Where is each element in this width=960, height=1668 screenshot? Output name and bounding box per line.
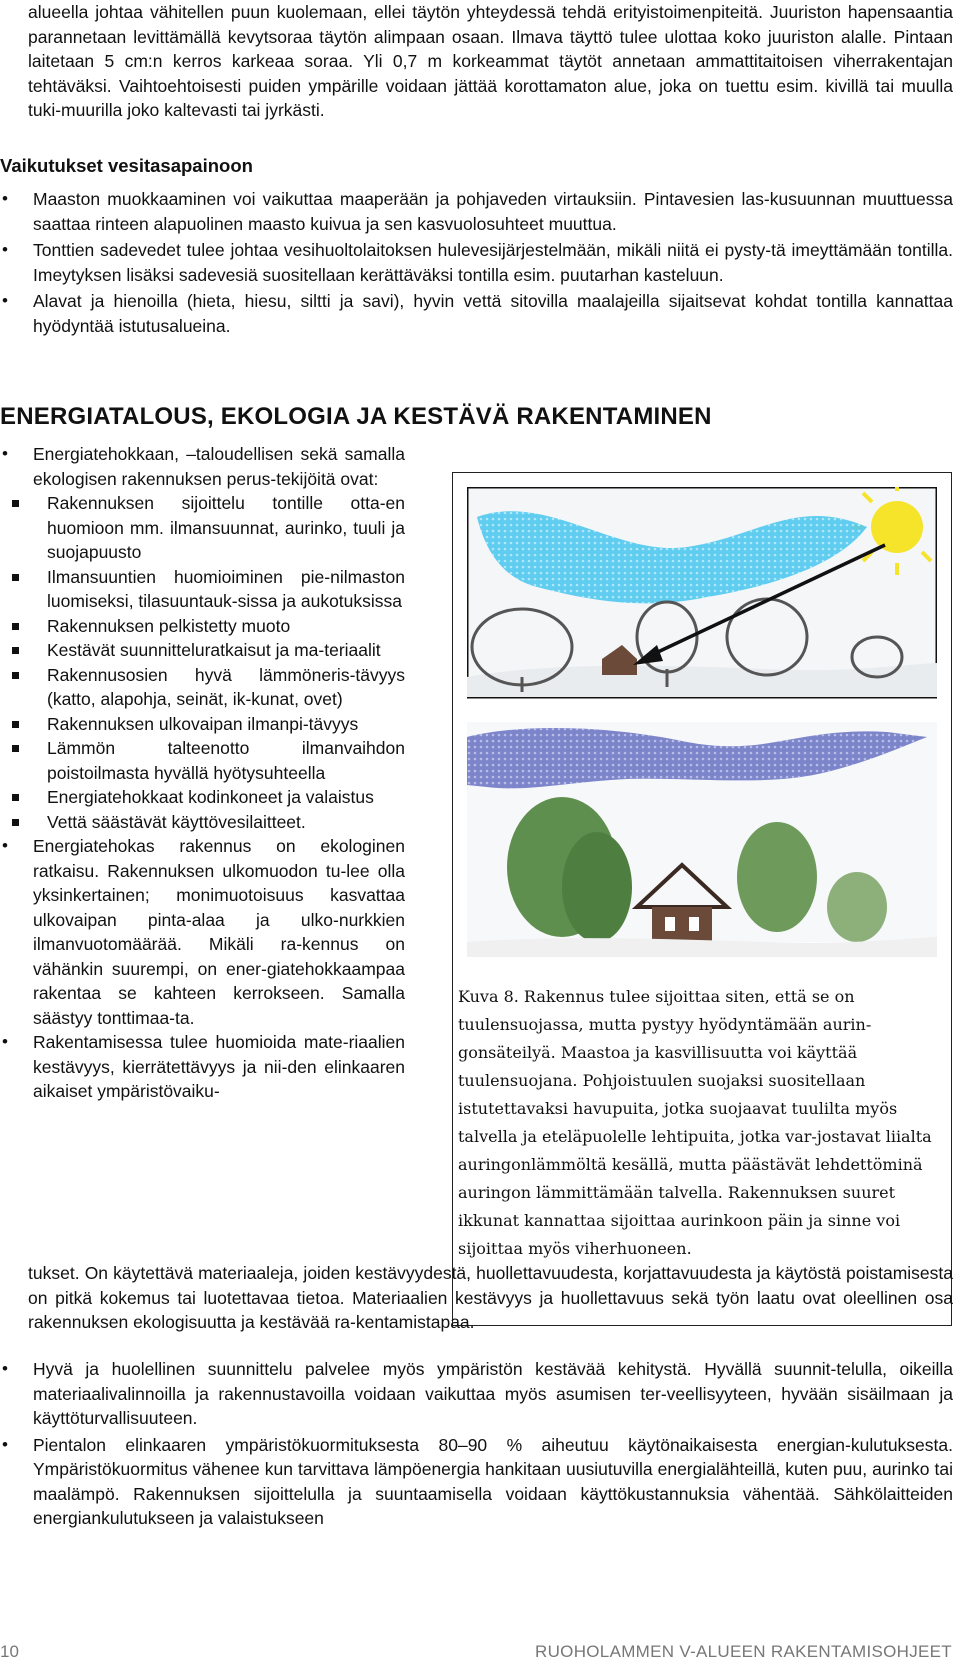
list-item [0, 442, 405, 834]
winter-panel [467, 722, 937, 957]
wind-sun-illustration [467, 487, 937, 977]
sublist-item: Energiatehokkaat kodinkoneet ja valaistus [0, 785, 405, 810]
figure-caption: Kuva 8. Rakennus tulee sijoittaa siten, että se on tuulensuojassa, mutta pystyy hyödyntämään aurin-gonsäteilyä. Maastoa ja kasvillisuutta voi käyttää tuulensuojana. Pohjoistuulen suojaksi suositellaan istutettavaksi havupuita, jotka suojaavat tuulilta myös talvella ja eteläpuolelle lehtipuita, jotka var-jostavat liialta auringonlämmöltä kesällä, mutta päästävät lehdettöminä auringon lämmittämään talvella. Rakennuksen suuret ikkunat kannattaa sijoittaa aurinkoon päin ja sinne voi sijoittaa myös viherhuoneen. [458, 987, 932, 1258]
energy-list-left [0, 442, 405, 1104]
sublist-item: Rakennuksen ulkovaipan ilmanpi-tävyys [0, 712, 405, 737]
sublist-item: Lämmön talteenotto ilmanvaihdon poistoilmasta hyvällä hyötysuhteella [0, 736, 405, 785]
list-item: • Alavat ja hienoilla (hieta, hiesu, siltti ja savi), hyvin vettä sitovilla maalajeilla sijaitsevat kohdat tontilla kannattaa hyödyntää istutusalueina. [0, 289, 953, 338]
list-item: • Rakentamisessa tulee huomioida mate-riaalien kestävyys, kierrätettävyys ja nii-den elinkaaren aikaiset ympäristövaiku- [0, 1030, 405, 1104]
page-number: 10 [0, 1642, 19, 1661]
energy-item3-continuation: tukset. On käytettävä materiaaleja, joiden kestävyydestä, huollettavuudesta, korjattavuudesta ja käytöstä poistamisesta on pitkä kokemus tai luotettavaa tietoa. Materiaalien kestävyys ja huollettavuus sekä työn laatu ovat oleellinen osa rakennuksen ekologisuutta ja kestävää ra-kentamistapaa. [28, 1263, 953, 1332]
section-heading-energy: ENERGIATALOUS, EKOLOGIA JA KESTÄVÄ RAKENTAMINEN [0, 403, 712, 430]
summer-panel [467, 487, 937, 697]
sublist-item: Rakennuksen sijoittelu tontille otta-en huomioon mm. ilmansuunnat, aurinko, tuuli ja suojapuusto [0, 491, 405, 565]
sublist-item: Rakennuksen pelkistetty muoto [0, 614, 405, 639]
intro-paragraph: alueella johtaa vähitellen puun kuolemaan, ellei täytön yhteydessä tehdä erityistoimenpiteitä. Juuriston hapensaantia parannetaan levittämällä kevytsoraa täytön alimpaan osaan. Ilmava täyttö tulee ulottaa koko juuriston alalle. Pintaan laitetaan 5 cm:n kerros karkeaa soraa. Yli 0,7 m korkeammat täytöt annetaan ammattitaitoisen viherrakentajan tehtäväksi. Vaihtoehtoisesti puiden ympärille voidaan jättää korottamaton alue, joka on tuettu esim. kivillä tai muulla tuki-muurilla joko kaltevasti tai jyrkästi. [28, 2, 953, 120]
energy-sublist [0, 491, 405, 834]
list-item: • Maaston muokkaaminen voi vaikuttaa maaperään ja pohjaveden virtauksiin. Pintavesien las-kusuunnan muuttuessa saattaa rinteen alapuolinen maasto kuivua ja sen kasvuolosuhteet muuttua. [0, 187, 953, 236]
list-item: • Tonttien sadevedet tulee johtaa vesihuoltolaitoksen hulevesijärjestelmään, mikäli niitä ei pysty-tä imeyttämään tontilla. Imeytyksen lisäksi sadevesiä suositellaan kerättäväksi tontilla esim. puutarhan kasteluun. [0, 238, 953, 287]
list-item: • Hyvä ja huolellinen suunnittelu palvelee myös ympäristön kestävää kehitystä. Hyvällä suunnit-telulla, oikeilla materiaalivalinnoilla ja rakennustavoilla voidaan vaikuttaa myös asumisen ter-veellisyyteen, hyvään sisäilmaan ja käyttöturvallisuuteen. [0, 1357, 953, 1431]
sublist-item: Vettä säästävät käyttövesilaitteet. [0, 810, 405, 835]
list-item: • Pientalon elinkaaren ympäristökuormituksesta 80–90 % aiheutuu käytönaikaisesta energian-kulutuksesta. Ympäristökuormitus vähenee kun tarvittava lämpöenergia hankitaan uusiutuvilla energialähteillä, kuten puu, aurinko tai maalämpö. Rakennuksen sijoittelulla ja suuntaamisella voidaan käyttökustannuksia vähentää. Sähkölaitteiden energiankulutukseen ja valaistukseen [0, 1433, 953, 1531]
footer-title: RUOHOLAMMEN V-ALUEEN RAKENTAMISOHJEET [535, 1642, 952, 1661]
energy-item-intro: Energiatehokkaan, –taloudellisen sekä samalla ekologisen rakennuksen perus-tekijöitä ovat: [33, 444, 405, 489]
water-list [0, 187, 953, 338]
sublist-item: Rakennusosien hyvä lämmöneris-tävyys (katto, alapohja, seinät, ik-kunat, ovet) [0, 663, 405, 712]
section-heading-water: Vaikutukset vesitasapainoon [0, 155, 253, 176]
sublist-item: Ilmansuuntien huomioiminen pie-nilmaston luomiseksi, tilasuuntauk-sissa ja aukotuksissa [0, 565, 405, 614]
energy-list-bottom [0, 1357, 953, 1531]
sublist-item: Kestävät suunnitteluratkaisut ja ma-teriaalit [0, 638, 405, 663]
list-item: • Energiatehokas rakennus on ekologinen ratkaisu. Rakennuksen ulkomuodon tu-lee olla yksinkertainen; monimuotoisuus kasvattaa ulkovaipan pinta-alaa ja ulko-nurkkien ilmanvuotomäärää. Mikäli ra-kennus on vähänkin suurempi, on ener-giatehokkaampaa rakentaa se kahteen kerrokseen. Samalla säästyy tonttimaa-ta. [0, 834, 405, 1030]
